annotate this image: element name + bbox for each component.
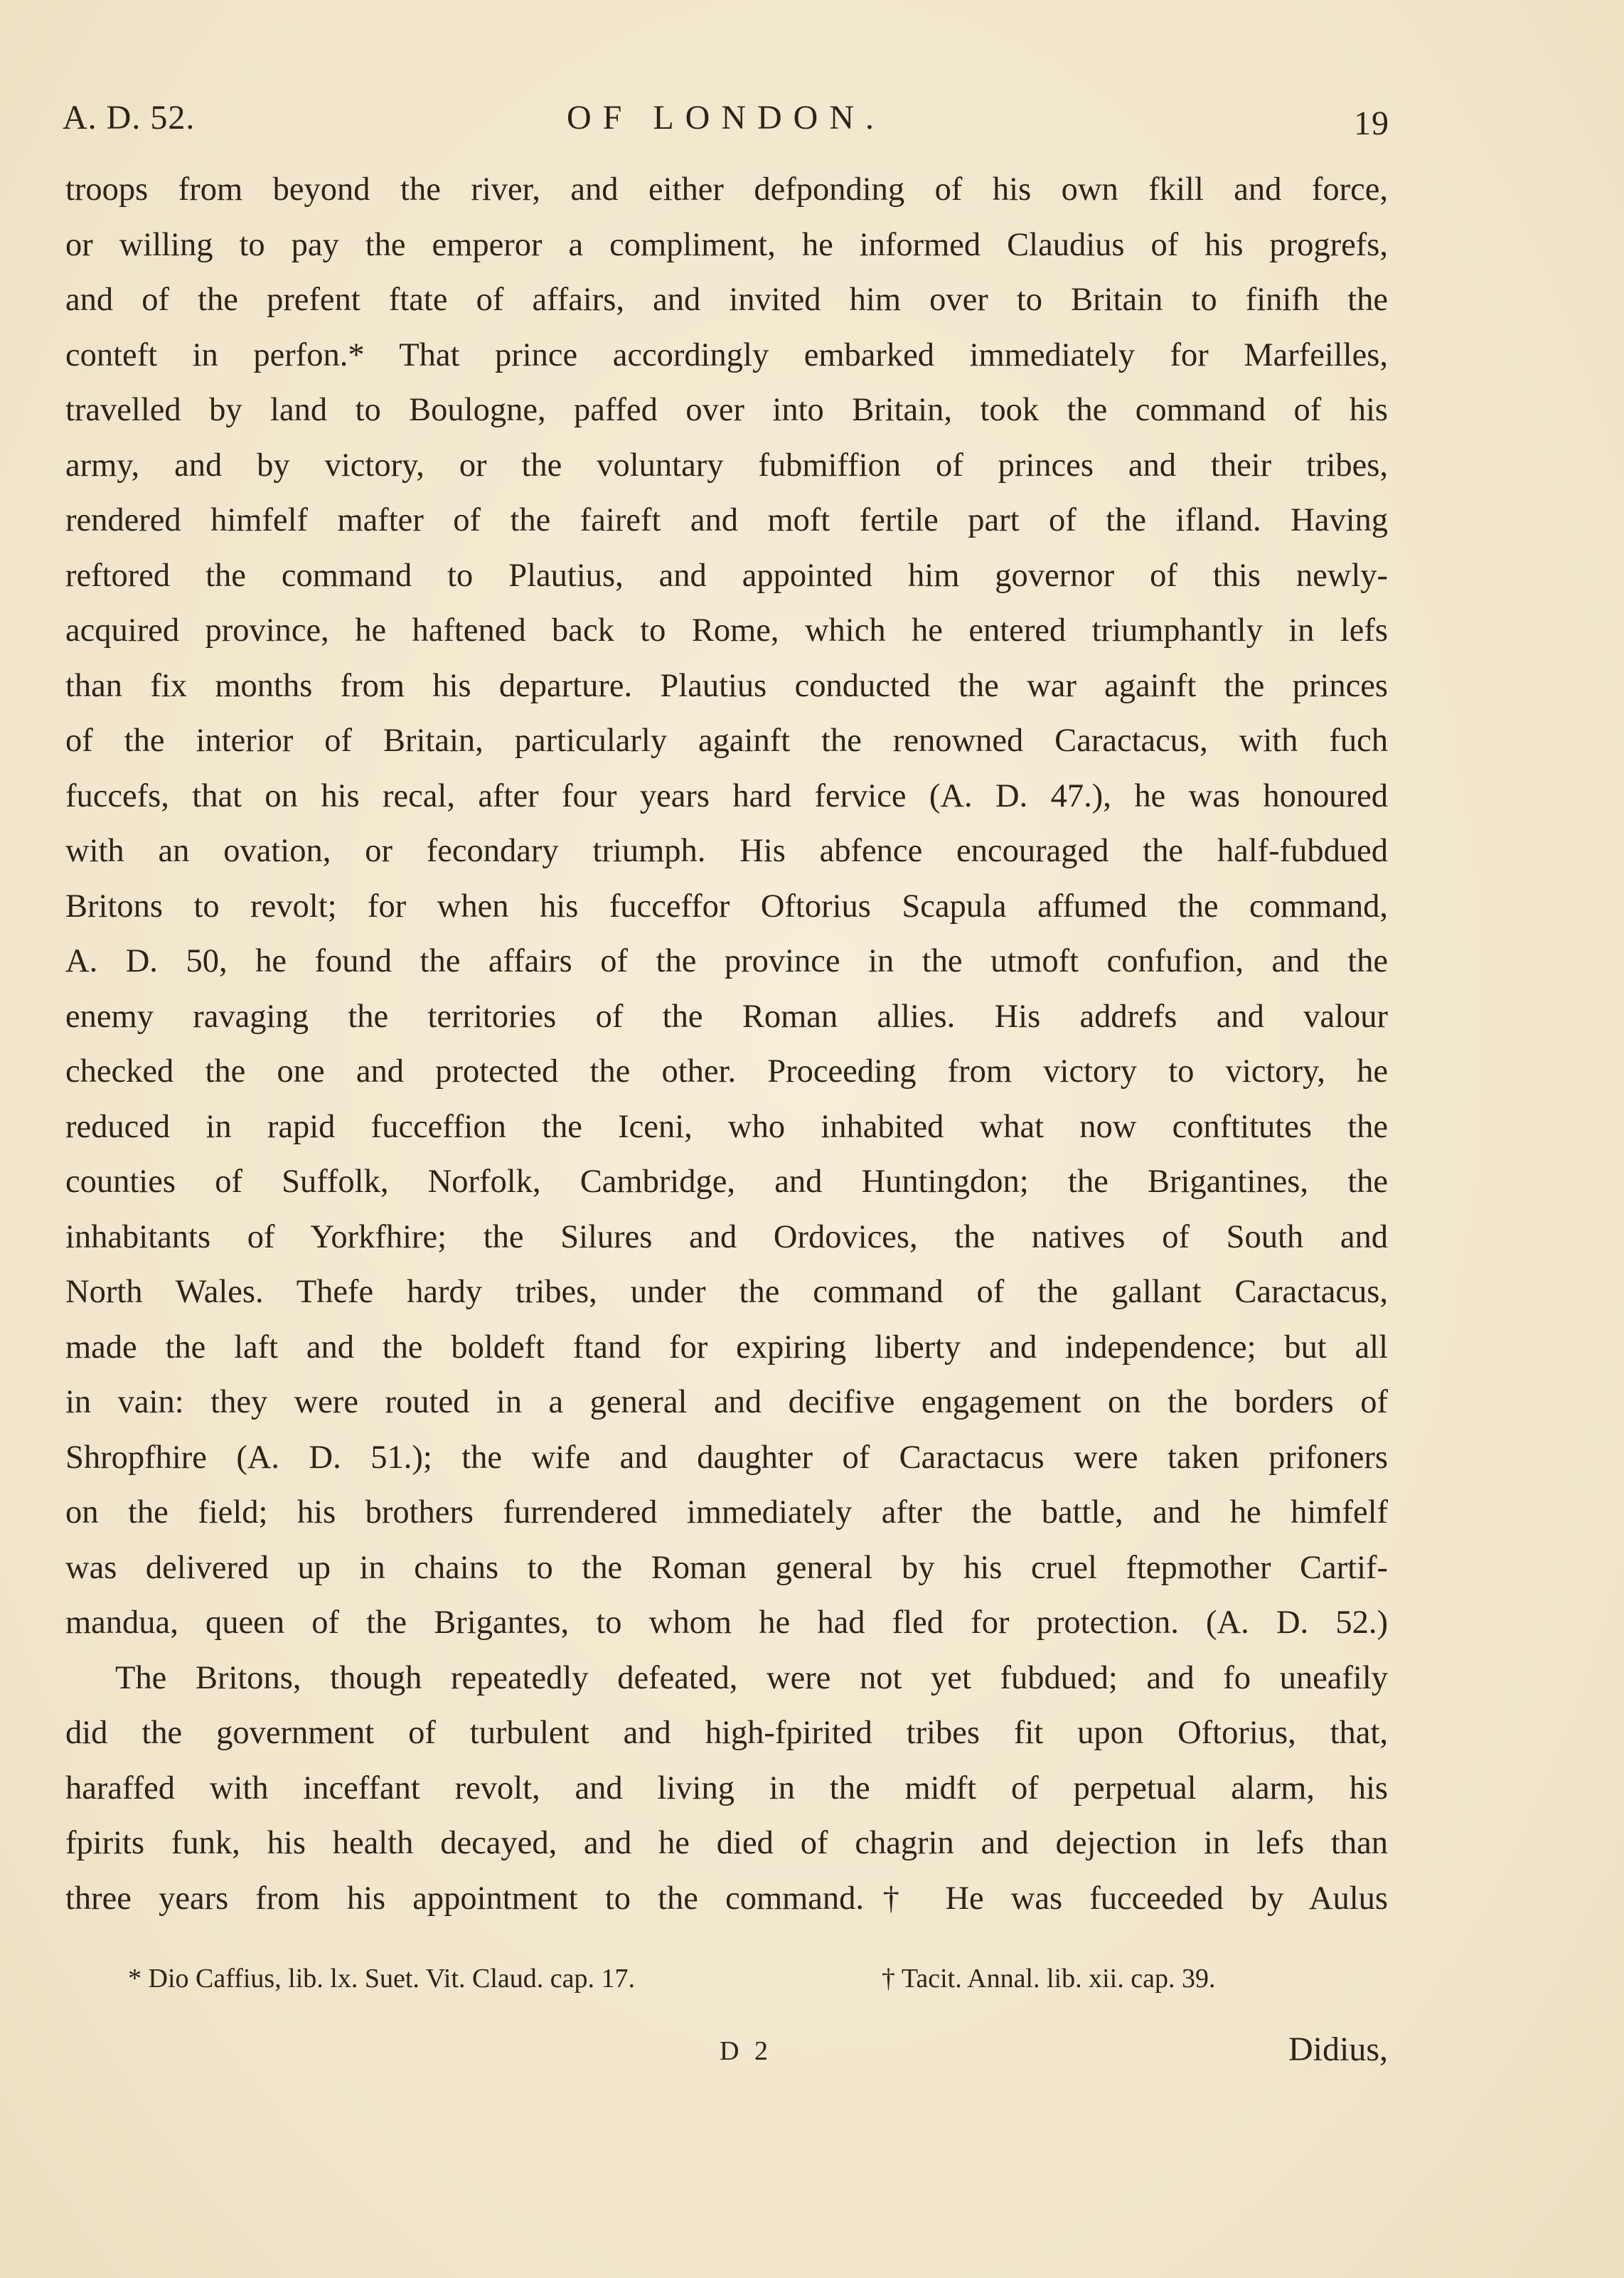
text-line: enemy ravaging the territories of the Roman allies. His addrefs and valour	[65, 998, 1388, 1035]
header-title: OF LONDON.	[567, 99, 885, 137]
text-line: on the field; his brothers furrendered immediately after the battle, and he himfelf	[65, 1494, 1388, 1531]
text-line: counties of Suffolk, Norfolk, Cambridge, and Huntingdon; the Brigantines, the	[65, 1164, 1388, 1200]
text-line: conteft in perfon.* That prince accordingly embarked immediately for Marfeilles,	[65, 336, 1388, 373]
text-line: haraffed with inceffant revolt, and living in the midft of perpetual alarm, his	[65, 1769, 1388, 1806]
text-line: checked the one and protected the other. Proceeding from victory to victory, he	[65, 1053, 1388, 1090]
text-line: inhabitants of Yorkfhire; the Silures and Ordovices, the natives of South and	[65, 1218, 1388, 1255]
footnote-dio: * Dio Caffius, lib. lx. Suet. Vit. Claud. cap. 17.	[128, 1964, 636, 1994]
text-line: or willing to pay the emperor a compliment, he informed Claudius of his progrefs,	[65, 226, 1388, 263]
text-line: made the laft and the boldeft ftand for expiring liberty and independence; but all	[65, 1329, 1388, 1366]
text-line: mandua, queen of the Brigantes, to whom he had fled for protection. (A. D. 52.)	[65, 1604, 1388, 1641]
header-year: A. D. 52.	[63, 99, 196, 137]
text-line: travelled by land to Boulogne, paffed over into Britain, took the command of his	[65, 392, 1388, 428]
text-line: Britons to revolt; for when his fucceffor Oftorius Scapula affumed the command,	[65, 888, 1388, 925]
text-line: of the interior of Britain, particularly againft the renowned Caractacus, with fuch	[65, 723, 1388, 759]
footnote-tacitus: † Tacit. Annal. lib. xii. cap. 39.	[882, 1964, 1216, 1994]
text-line: did the government of turbulent and high-fpirited tribes fit upon Oftorius, that,	[65, 1715, 1388, 1751]
text-line: fpirits funk, his health decayed, and he died of chagrin and dejection in lefs than	[65, 1825, 1388, 1861]
text-line: The Britons, though repeatedly defeated, were not yet fubdued; and fo uneafily	[115, 1659, 1388, 1696]
body-text	[65, 162, 1388, 1926]
text-line: three years from his appointment to the command.† He was fucceeded by Aulus	[65, 1880, 1388, 1917]
text-line: rendered himfelf mafter of the faireft and moft fertile part of the ifland. Having	[65, 502, 1388, 538]
text-line: reftored the command to Plautius, and appointed him governor of this newly-	[65, 557, 1388, 594]
text-line: and of the prefent ftate of affairs, and invited him over to Britain to finifh the	[65, 282, 1388, 318]
text-line: acquired province, he haftened back to Rome, which he entered triumphantly in lefs	[65, 612, 1388, 649]
text-line: reduced in rapid fucceffion the Iceni, who inhabited what now conftitutes the	[65, 1108, 1388, 1145]
text-line: troops from beyond the river, and either defponding of his own fkill and force,	[65, 171, 1388, 208]
text-line: army, and by victory, or the voluntary fubmiffion of princes and their tribes,	[65, 447, 1388, 484]
text-line: than fix months from his departure. Plautius conducted the war againft the princes	[65, 667, 1388, 704]
footnotes	[128, 1963, 1330, 2006]
text-line: North Wales. Thefe hardy tribes, under the command of the gallant Caractacus,	[65, 1274, 1388, 1310]
running-header	[63, 98, 1389, 148]
text-line: was delivered up in chains to the Roman general by his cruel ftepmother Cartif-	[65, 1549, 1388, 1586]
page-footer	[65, 2030, 1388, 2080]
text-line: A. D. 50, he found the affairs of the province in the utmoft confufion, and the	[65, 943, 1388, 979]
catchword: Didius,	[1288, 2030, 1388, 2068]
text-line: Shropfhire (A. D. 51.); the wife and daughter of Caractacus were taken prifoners	[65, 1439, 1388, 1476]
text-line: in vain: they were routed in a general and decifive engagement on the borders of	[65, 1384, 1388, 1420]
text-line: fuccefs, that on his recal, after four years hard fervice (A. D. 47.), he was honoured	[65, 777, 1388, 814]
page-number: 19	[1354, 105, 1389, 142]
text-line: with an ovation, or fecondary triumph. His abfence encouraged the half-fubdued	[65, 833, 1388, 869]
signature-mark: D 2	[720, 2036, 772, 2066]
